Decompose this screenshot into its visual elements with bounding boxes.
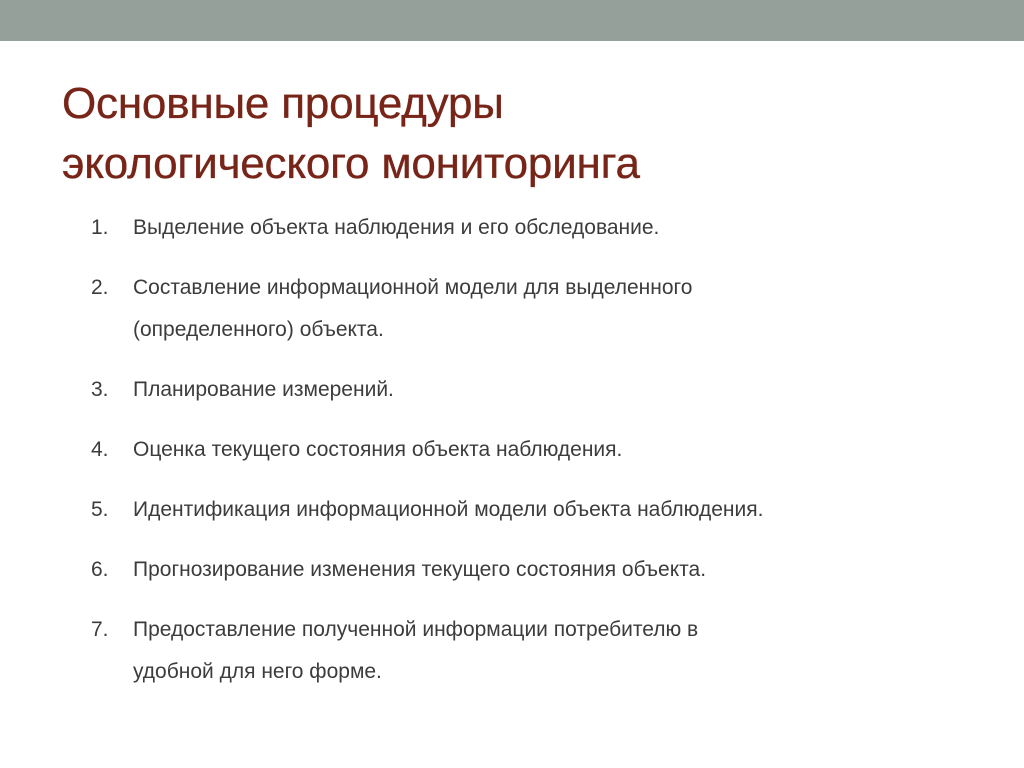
item-text bbox=[133, 429, 991, 471]
item-text-line: Составление информационной модели для выделенного bbox=[133, 276, 693, 299]
procedure-item-3 bbox=[91, 369, 991, 411]
procedure-item-1 bbox=[91, 207, 991, 249]
item-number: 7. bbox=[91, 618, 109, 641]
item-text-line: Выделение объекта наблюдения и его обследование. bbox=[133, 216, 660, 239]
item-text bbox=[133, 609, 991, 693]
procedure-item-5 bbox=[91, 489, 991, 531]
item-number: 5. bbox=[91, 498, 109, 521]
slide-title bbox=[62, 74, 962, 194]
item-text bbox=[133, 489, 991, 531]
item-text bbox=[133, 369, 991, 411]
procedure-item-7 bbox=[91, 609, 991, 693]
item-text bbox=[133, 549, 991, 591]
item-text bbox=[133, 267, 991, 351]
slide-title-line-2: экологического мониторинга bbox=[62, 139, 640, 188]
item-text-line: Планирование измерений. bbox=[133, 378, 394, 401]
item-number: 1. bbox=[91, 216, 109, 239]
item-text bbox=[133, 207, 991, 249]
procedure-item-2 bbox=[91, 267, 991, 351]
item-text-line: Предоставление полученной информации потребителю в bbox=[133, 618, 699, 641]
top-decorative-band bbox=[0, 0, 1024, 41]
item-text-line: Оценка текущего состояния объекта наблюдения. bbox=[133, 438, 623, 461]
item-number: 4. bbox=[91, 438, 109, 461]
item-text-line: Прогнозирование изменения текущего состояния объекта. bbox=[133, 558, 707, 581]
procedure-list bbox=[91, 207, 991, 711]
slide-title-line-1: Основные процедуры bbox=[62, 79, 504, 128]
procedure-item-4 bbox=[91, 429, 991, 471]
procedure-item-6 bbox=[91, 549, 991, 591]
item-text-line: Идентификация информационной модели объекта наблюдения. bbox=[133, 498, 764, 521]
item-number: 2. bbox=[91, 276, 109, 299]
item-number: 3. bbox=[91, 378, 109, 401]
item-number: 6. bbox=[91, 558, 109, 581]
item-text-line: удобной для него форме. bbox=[133, 660, 382, 683]
item-text-line: (определенного) объекта. bbox=[133, 318, 384, 341]
